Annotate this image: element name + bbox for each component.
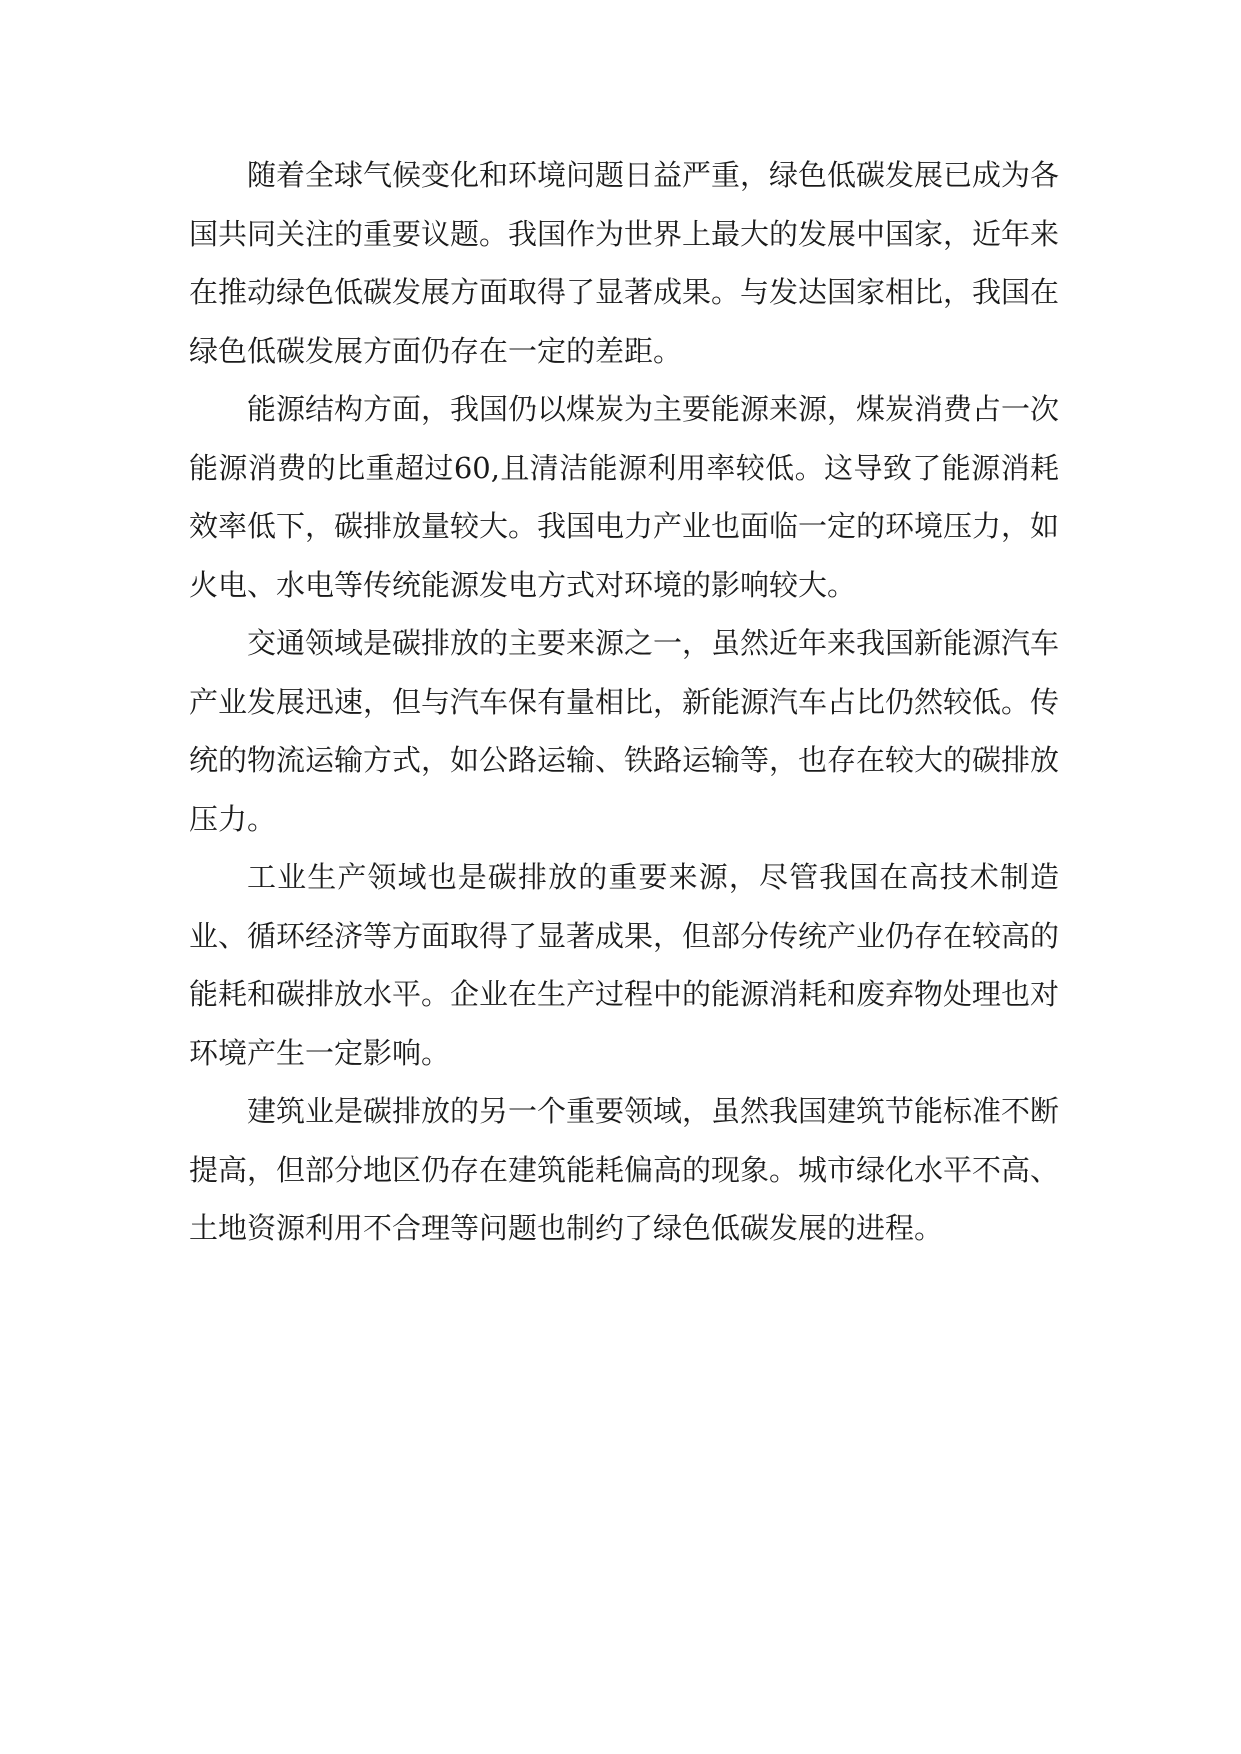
paragraph-2: 能源结构方面，我国仍以煤炭为主要能源来源，煤炭消费占一次能源消费的比重超过60,且清洁能源利用率较低。这导致了能源消耗效率低下，碳排放量较大。我国电力产业也面临一定的环境压力，如火电、水电等传统能源发电方式对环境的影响较大。 xyxy=(189,392,1060,602)
paragraph-4: 工业生产领域也是碳排放的重要来源，尽管我国在高技术制造业、循环经济等方面取得了显著成果，但部分传统产业仍存在较高的能耗和碳排放水平。企业在生产过程中的能源消耗和废弃物处理也对环境产生一定影响。 xyxy=(189,860,1060,1070)
paragraph-1: 随着全球气候变化和环境问题日益严重，绿色低碳发展已成为各国共同关注的重要议题。我国作为世界上最大的发展中国家，近年来在推动绿色低碳发展方面取得了显著成果。与发达国家相比，我国在绿色低碳发展方面仍存在一定的差距。 xyxy=(189,158,1060,368)
paragraph-3: 交通领域是碳排放的主要来源之一，虽然近年来我国新能源汽车产业发展迅速，但与汽车保有量相比，新能源汽车占比仍然较低。传统的物流运输方式，如公路运输、铁路运输等，也存在较大的碳排放压力。 xyxy=(189,626,1060,836)
document-body xyxy=(189,146,1059,1258)
paragraph-5: 建筑业是碳排放的另一个重要领域，虽然我国建筑节能标准不断提高，但部分地区仍存在建筑能耗偏高的现象。城市绿化水平不高、土地资源利用不合理等问题也制约了绿色低碳发展的进程。 xyxy=(189,1094,1060,1245)
